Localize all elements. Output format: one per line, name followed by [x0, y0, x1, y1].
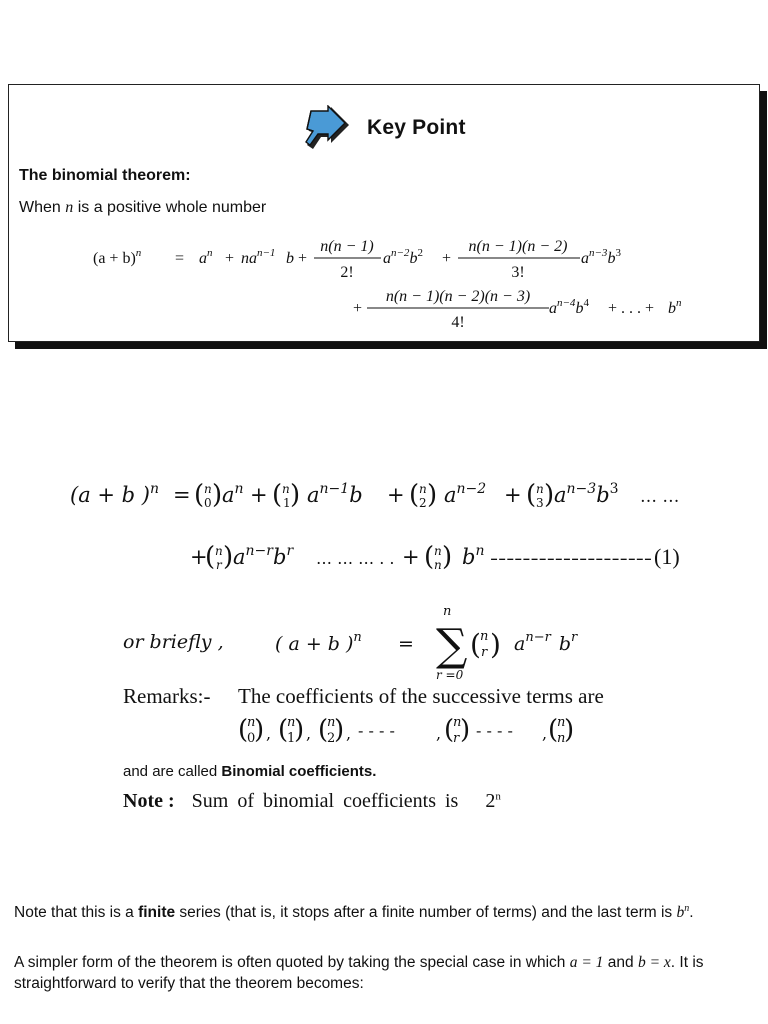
- svg-text:n(n − 1)(n − 2): n(n − 1)(n − 2): [468, 238, 568, 255]
- svg-text:b: b: [286, 250, 294, 267]
- svg-text:(: (: [444, 715, 455, 745]
- svg-text:an−2: $a^{n-2}$: [444, 481, 487, 507]
- svg-text:): ): [460, 715, 471, 745]
- svg-text:=: =: [398, 633, 414, 655]
- svg-text:n: n: [419, 482, 427, 496]
- svg-text:=: =: [175, 250, 185, 267]
- svg-text:,: ,: [436, 724, 442, 743]
- key-point-intro: When n is a positive whole number: [19, 199, 267, 216]
- svg-text:+: +: [190, 545, 208, 569]
- svg-text:0: 0: [204, 496, 212, 510]
- svg-text:- - - -: - - - -: [476, 721, 513, 740]
- svg-text:∑: ∑: [436, 620, 468, 671]
- svg-text:n: n: [327, 715, 336, 730]
- svg-text:,: ,: [306, 724, 312, 743]
- remarks-label: Remarks:-: [123, 684, 211, 708]
- svg-text:4!: 4!: [451, 314, 465, 331]
- svg-text:n: n: [215, 544, 223, 558]
- svg-text:( a + b )n: ( a + b )$^n$: [275, 630, 362, 655]
- svg-text:0: 0: [247, 731, 256, 746]
- svg-text:--------------------: --------------------: [490, 548, 652, 569]
- svg-text:): ): [490, 628, 501, 661]
- note-label: Note :: [123, 790, 175, 812]
- svg-text:(: (: [409, 480, 420, 510]
- svg-text:r: r: [216, 558, 222, 572]
- svg-text:3: 3: [536, 496, 544, 510]
- binomial-coefficient-expansion: [0, 472, 768, 582]
- svg-text:n: n: [557, 731, 566, 746]
- svg-text:n: n: [434, 558, 442, 572]
- svg-text:(: (: [526, 480, 537, 510]
- svg-text:(: (: [470, 628, 481, 661]
- key-point-title: Key Point: [367, 116, 466, 139]
- svg-text:): ): [212, 480, 223, 510]
- svg-text:,: ,: [266, 724, 272, 743]
- binomial-coefficient-sequence: [230, 706, 590, 748]
- svg-text:n: n: [247, 715, 256, 730]
- svg-text:+: +: [402, 545, 420, 569]
- svg-text:(: (: [318, 715, 329, 745]
- svg-text:n: n: [536, 482, 544, 496]
- svg-text:(: (: [424, 542, 435, 572]
- key-point-box: [8, 84, 760, 342]
- finite-series-paragraph: Note that this is a finite series (that is, it stops after a finite number of terms) and the last term is $b^n$.: [14, 903, 694, 922]
- remarks-text: The coefficients of the successive terms are: [238, 684, 604, 708]
- key-point-subtitle: The binomial theorem:: [19, 167, 191, 184]
- svg-text:n: n: [453, 715, 462, 730]
- svg-text:n: n: [443, 604, 452, 619]
- summation-formula: [0, 600, 768, 684]
- note-line: [123, 790, 501, 813]
- svg-text:n(n − 1): n(n − 1): [320, 238, 374, 255]
- svg-text:… … … . .: … … … . .: [316, 549, 395, 568]
- key-point-header: [301, 105, 466, 151]
- svg-text:(: (: [238, 715, 249, 745]
- svg-text:n: n: [434, 544, 442, 558]
- binomial-expansion-formula: [9, 225, 761, 341]
- svg-text:an−3b3: $a^{n-3}b^3$: [554, 481, 619, 507]
- simpler-form-paragraph: A simpler form of the theorem is often quoted by taking the special case in which a = 1 and b = x. It is straightforward to verify that the theorem becomes:: [14, 954, 704, 992]
- svg-text:nan−1: $na^{n-1}$: [241, 247, 276, 267]
- svg-text:n: n: [480, 629, 489, 644]
- svg-text:(: (: [272, 480, 283, 510]
- svg-text:an−3b3: $a^{n-3}b^3$: [581, 247, 621, 267]
- svg-text:2: 2: [419, 496, 427, 510]
- svg-text:+: +: [250, 483, 268, 507]
- svg-text:): ): [254, 715, 265, 745]
- note-value: 2$^n$: [485, 790, 501, 812]
- pointing-arrow-icon: [301, 105, 353, 151]
- svg-text:an: $a^n$: [199, 247, 213, 267]
- svg-text:r: r: [453, 731, 460, 746]
- svg-text:or briefly ,: or briefly ,: [123, 631, 224, 653]
- svg-text:+ . . . +: + . . . +: [608, 300, 655, 317]
- svg-text:(: (: [278, 715, 289, 745]
- svg-text:n(n − 1)(n − 2)(n − 3): n(n − 1)(n − 2)(n − 3): [385, 288, 531, 305]
- svg-text:): ): [290, 480, 301, 510]
- svg-text:=: =: [173, 483, 191, 507]
- svg-text:1: 1: [287, 731, 296, 746]
- svg-text:an−2b2: $a^{n-2}b^2$: [383, 247, 423, 267]
- svg-text:… …: … …: [640, 487, 680, 507]
- svg-text:an: $a^n$: [222, 481, 244, 507]
- svg-text:r: r: [481, 645, 488, 660]
- svg-text:an−1b: $a^{n-1}b$: [307, 481, 363, 507]
- svg-text:+: +: [353, 300, 363, 317]
- binomial-coefficients-caption: and are called Binomial coefficients.: [123, 763, 377, 780]
- svg-text:(: (: [205, 542, 216, 572]
- svg-text:(a + b)n: $(a + b)^n$: [93, 247, 142, 267]
- svg-text:): ): [442, 542, 453, 572]
- svg-text:an−rbr: $a^{n-r}b^r$: [233, 543, 294, 569]
- svg-text:,: ,: [542, 724, 548, 743]
- svg-text:n: n: [204, 482, 212, 496]
- svg-text:(a + b )n: (a + b )$^n$: [70, 481, 160, 507]
- svg-text:+: +: [387, 483, 405, 507]
- svg-text:(: (: [548, 715, 559, 745]
- svg-text:(: (: [194, 480, 205, 510]
- svg-text:bn: $b^n$: [462, 543, 485, 569]
- svg-text:+: +: [504, 483, 522, 507]
- svg-text:+: +: [225, 250, 235, 267]
- svg-text:+: +: [298, 250, 308, 267]
- svg-text:+: +: [442, 250, 452, 267]
- svg-text:r =0: r =0: [436, 668, 464, 682]
- svg-text:n: n: [287, 715, 296, 730]
- svg-text:): ): [223, 542, 234, 572]
- svg-text:2: 2: [327, 731, 336, 746]
- svg-text:n: n: [282, 482, 290, 496]
- note-text: Sum of binomial coefficients is: [191, 790, 459, 812]
- svg-text:(1): (1): [654, 544, 680, 569]
- svg-text:an−4b4: $a^{n-4}b^4$: [549, 297, 589, 317]
- svg-text:1: 1: [283, 496, 291, 510]
- svg-text:): ): [427, 480, 438, 510]
- svg-text:): ): [564, 715, 575, 745]
- svg-text:): ): [334, 715, 345, 745]
- svg-text:,: ,: [346, 724, 352, 743]
- svg-text:): ): [294, 715, 305, 745]
- svg-text:3!: 3!: [511, 264, 525, 281]
- svg-text:): ): [544, 480, 555, 510]
- svg-text:2!: 2!: [340, 264, 354, 281]
- svg-text:- - - -: - - - -: [358, 721, 395, 740]
- svg-text:n: n: [557, 715, 566, 730]
- svg-text:an−rbr: $a^{n-r}$ $b^r$: [514, 630, 578, 655]
- svg-text:bn: $b^n$: [668, 297, 682, 317]
